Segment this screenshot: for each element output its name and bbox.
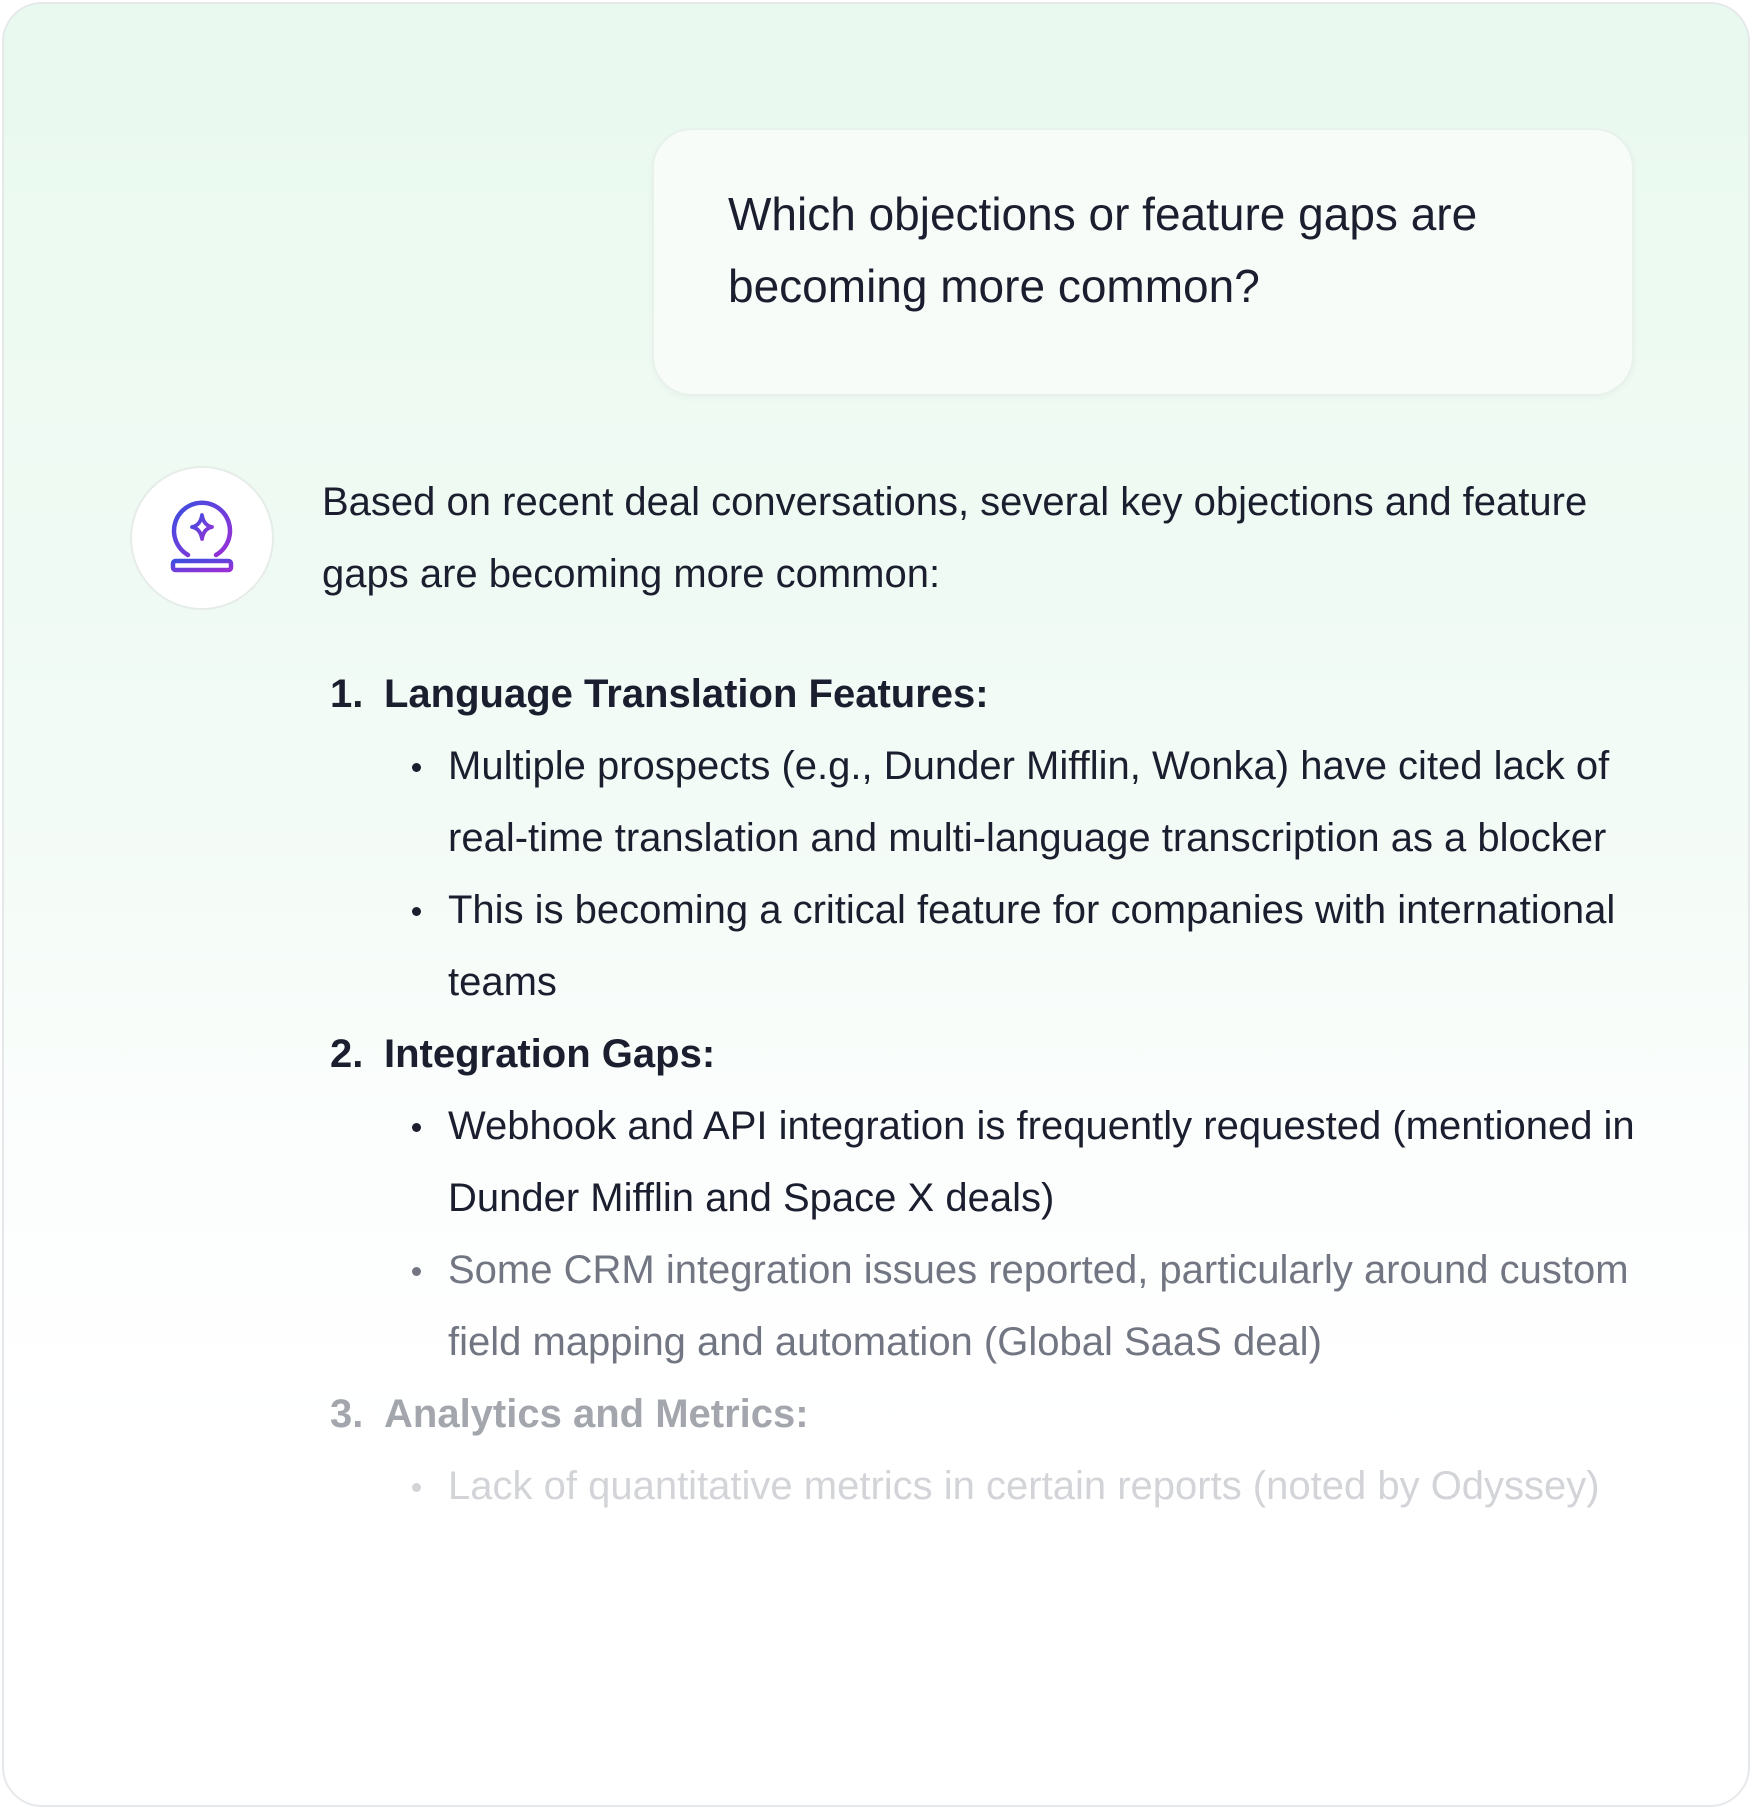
bullet-text: Webhook and API integration is frequently requested (mentioned in Dunder Mifflin and Space X deals) <box>448 1104 1635 1220</box>
bullet-dot <box>412 1123 421 1132</box>
bullet-list <box>384 1090 1642 1378</box>
bullet-text: This is becoming a critical feature for companies with international teams <box>448 888 1616 1004</box>
bullet-dot <box>412 907 421 916</box>
bullet-text: Some CRM integration issues reported, particularly around custom field mapping and automation (Global SaaS deal) <box>448 1248 1629 1364</box>
section-number: 3. <box>330 1392 364 1436</box>
finding-section <box>322 1018 1642 1378</box>
findings-list <box>322 658 1642 1522</box>
bullet-item <box>384 1234 1642 1378</box>
finding-section <box>322 658 1642 1018</box>
user-message-text: Which objections or feature gaps are becoming more common? <box>728 188 1478 312</box>
assistant-message <box>322 466 1642 1522</box>
assistant-intro: Based on recent deal conversations, several key objections and feature gaps are becoming more common: <box>322 480 1588 596</box>
bullet-dot <box>412 1267 421 1276</box>
assistant-avatar <box>130 466 274 610</box>
chat-panel <box>2 2 1750 1807</box>
bullet-item <box>384 1450 1642 1522</box>
finding-section <box>322 1378 1642 1522</box>
section-title: Analytics and Metrics: <box>384 1392 809 1436</box>
bullet-item <box>384 730 1642 874</box>
bullet-dot <box>412 1483 421 1492</box>
section-number: 1. <box>330 672 364 716</box>
bullet-text: Multiple prospects (e.g., Dunder Mifflin, Wonka) have cited lack of real-time translation and multi-language transcription as a blocker <box>448 744 1610 860</box>
bullet-list <box>384 1450 1642 1522</box>
bullet-item <box>384 874 1642 1018</box>
section-number: 2. <box>330 1032 364 1076</box>
section-title: Integration Gaps: <box>384 1032 716 1076</box>
bullet-dot <box>412 763 421 772</box>
bullet-list <box>384 730 1642 1018</box>
section-title: Language Translation Features: <box>384 672 989 716</box>
user-message-bubble <box>652 128 1634 396</box>
bullet-item <box>384 1090 1642 1234</box>
bullet-text: Lack of quantitative metrics in certain reports (noted by Odyssey) <box>448 1464 1600 1508</box>
crystal-ball-sparkle-icon <box>166 499 238 577</box>
